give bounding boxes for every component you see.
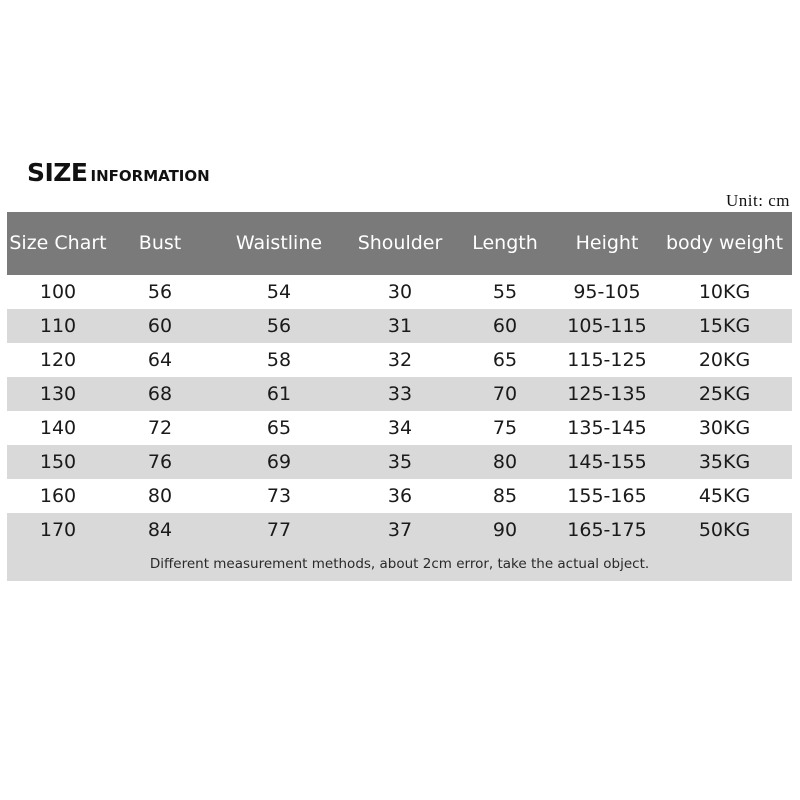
- table-row: [7, 309, 792, 343]
- page-title: [27, 160, 210, 185]
- cell-waistline: 73: [266, 485, 292, 507]
- cell-bust: 60: [147, 315, 173, 337]
- cell-height: 145-155: [567, 451, 647, 473]
- table-row: [7, 445, 792, 479]
- title-sub: INFORMATION: [90, 167, 210, 185]
- header-size-chart: Size Chart: [9, 232, 107, 254]
- cell-body-weight: 30KG: [698, 417, 751, 439]
- cell-shoulder: 30: [387, 281, 413, 303]
- cell-size: 120: [39, 349, 77, 371]
- title-main: SIZE: [27, 158, 88, 187]
- cell-shoulder: 34: [387, 417, 413, 439]
- cell-length: 60: [492, 315, 518, 337]
- header-bust: Bust: [138, 232, 182, 254]
- cell-length: 90: [492, 519, 518, 541]
- cell-body-weight: 50KG: [698, 519, 751, 541]
- cell-waistline: 56: [266, 315, 292, 337]
- header-length: Length: [472, 232, 538, 254]
- cell-bust: 80: [147, 485, 173, 507]
- cell-bust: 84: [147, 519, 173, 541]
- cell-length: 55: [492, 281, 518, 303]
- cell-size: 100: [39, 281, 77, 303]
- cell-shoulder: 35: [387, 451, 413, 473]
- table-row: [7, 275, 792, 309]
- size-table: [7, 212, 792, 581]
- cell-shoulder: 36: [387, 485, 413, 507]
- cell-height: 165-175: [567, 519, 647, 541]
- table-row: [7, 343, 792, 377]
- cell-height: 115-125: [567, 349, 647, 371]
- cell-height: 95-105: [573, 281, 641, 303]
- cell-shoulder: 32: [387, 349, 413, 371]
- cell-length: 75: [492, 417, 518, 439]
- cell-waistline: 54: [266, 281, 292, 303]
- cell-body-weight: 35KG: [698, 451, 751, 473]
- cell-size: 140: [39, 417, 77, 439]
- cell-waistline: 58: [266, 349, 292, 371]
- cell-body-weight: 25KG: [698, 383, 751, 405]
- cell-shoulder: 33: [387, 383, 413, 405]
- table-row: [7, 479, 792, 513]
- cell-size: 170: [39, 519, 77, 541]
- table-row: [7, 377, 792, 411]
- cell-size: 150: [39, 451, 77, 473]
- cell-waistline: 61: [266, 383, 292, 405]
- cell-height: 125-135: [567, 383, 647, 405]
- cell-waistline: 65: [266, 417, 292, 439]
- cell-bust: 64: [147, 349, 173, 371]
- cell-height: 135-145: [567, 417, 647, 439]
- cell-body-weight: 10KG: [698, 281, 751, 303]
- cell-body-weight: 20KG: [698, 349, 751, 371]
- cell-body-weight: 15KG: [698, 315, 751, 337]
- cell-size: 160: [39, 485, 77, 507]
- table-footnote-row: [7, 547, 792, 581]
- cell-size: 110: [39, 315, 77, 337]
- table-row: [7, 411, 792, 445]
- cell-bust: 56: [147, 281, 173, 303]
- cell-length: 65: [492, 349, 518, 371]
- cell-length: 80: [492, 451, 518, 473]
- table-header-row: [7, 212, 792, 275]
- cell-bust: 68: [147, 383, 173, 405]
- cell-length: 85: [492, 485, 518, 507]
- cell-waistline: 77: [266, 519, 292, 541]
- table-row: [7, 513, 792, 547]
- header-body-weight: body weight: [665, 232, 784, 254]
- cell-shoulder: 37: [387, 519, 413, 541]
- cell-body-weight: 45KG: [698, 485, 751, 507]
- header-height: Height: [575, 232, 639, 254]
- cell-length: 70: [492, 383, 518, 405]
- cell-shoulder: 31: [387, 315, 413, 337]
- cell-height: 155-165: [567, 485, 647, 507]
- header-waistline: Waistline: [235, 232, 323, 254]
- header-shoulder: Shoulder: [357, 232, 443, 254]
- cell-bust: 72: [147, 417, 173, 439]
- table-footnote: Different measurement methods, about 2cm error, take the actual object.: [149, 556, 650, 572]
- cell-waistline: 69: [266, 451, 292, 473]
- unit-label: Unit: cm: [726, 191, 790, 210]
- cell-height: 105-115: [567, 315, 647, 337]
- cell-bust: 76: [147, 451, 173, 473]
- cell-size: 130: [39, 383, 77, 405]
